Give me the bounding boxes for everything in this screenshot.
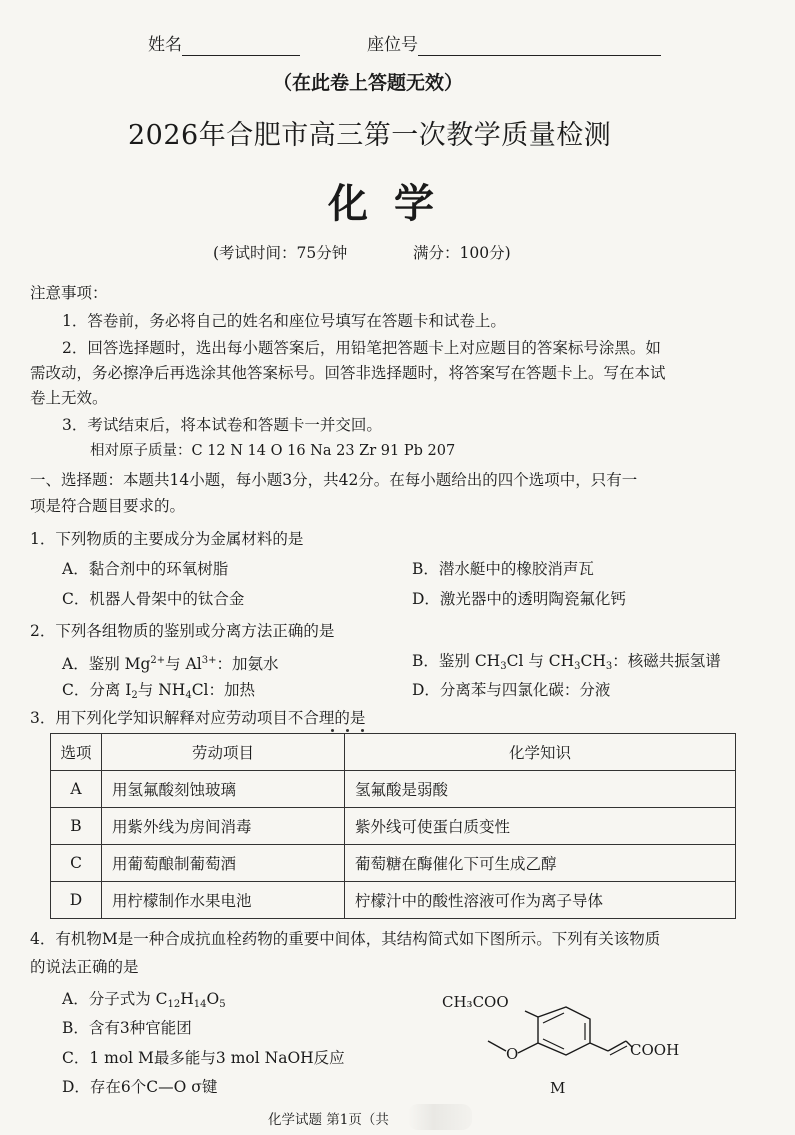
row-option: D (51, 882, 102, 919)
emphasis-dot (346, 729, 349, 732)
row-knowledge: 柠檬汁中的酸性溶液可作为离子导体 (345, 882, 736, 919)
row-knowledge: 紫外线可使蛋白质变性 (345, 808, 736, 845)
scan-smudge (408, 1104, 472, 1130)
table-row (51, 882, 736, 919)
carboxyl-label: COOH (630, 1041, 680, 1059)
q4-stem-line-2: 的说法正确的是 (30, 958, 139, 976)
bond (525, 1011, 538, 1017)
header-option: 选项 (51, 734, 102, 771)
row-option: C (51, 845, 102, 882)
page-footer: 化学试题 第1页（共 (268, 1112, 389, 1128)
invalid-note: （在此卷上答题无效） (273, 72, 464, 94)
bond (518, 1043, 538, 1053)
row-option: B (51, 808, 102, 845)
ring-double-bond (543, 1039, 564, 1049)
structure-label: M (550, 1079, 566, 1097)
notice-item-2-line-1: 2．回答选择题时，选出每小题答案后，用铅笔把答题卡上对应题目的答案标号涂黑。如 (62, 339, 661, 357)
benzene-ring (538, 1007, 590, 1055)
table-header-row (51, 734, 736, 771)
name-blank (182, 39, 300, 56)
table-row (51, 771, 736, 808)
seat-field (367, 34, 661, 56)
header-labor: 劳动项目 (102, 734, 345, 771)
row-labor: 用氢氟酸刻蚀玻璃 (102, 771, 345, 808)
table-row (51, 808, 736, 845)
q4-option-a: A．分子式为 $C_{12}H_{14}O_5$ (62, 990, 226, 1010)
section-1-line-2: 项是符合题目要求的。 (30, 497, 186, 515)
full-score: 满分：100分) (413, 244, 511, 262)
name-field (148, 34, 300, 56)
q1-option-a: A．黏合剂中的环氧树脂 (62, 560, 229, 578)
structure-m-diagram (430, 985, 690, 1100)
row-option: A (51, 771, 102, 808)
q2-option-d: D．分离苯与四氯化碳：分液 (412, 681, 611, 699)
row-labor: 用柠檬制作水果电池 (102, 882, 345, 919)
acetoxy-group-label: CH₃COO (442, 993, 509, 1011)
q3-table (50, 733, 736, 919)
alkene-double-bond (610, 1046, 627, 1055)
header-knowledge: 化学知识 (345, 734, 736, 771)
row-knowledge: 氢氟酸是弱酸 (345, 771, 736, 808)
bond (608, 1041, 626, 1051)
row-labor: 用葡萄酿制葡萄酒 (102, 845, 345, 882)
notice-item-3: 3．考试结束后，将本试卷和答题卡一并交回。 (62, 416, 382, 434)
row-knowledge: 葡萄糖在酶催化下可生成乙醇 (345, 845, 736, 882)
q4-option-d: D．存在6个C—O σ键 (62, 1078, 218, 1096)
notice-title: 注意事项： (30, 284, 108, 302)
methoxy-o: O (506, 1045, 519, 1063)
exam-time: (考试时间：75分钟 (213, 244, 348, 262)
seat-blank (418, 39, 661, 56)
seat-label: 座位号 (367, 35, 418, 55)
notice-item-1: 1．答卷前，务必将自己的姓名和座位号填写在答题卡和试卷上。 (62, 312, 506, 330)
q3-stem: 3．用下列化学知识解释对应劳动项目不合理的是 (30, 709, 366, 727)
q4-option-c: C．1 mol M最多能与3 mol NaOH反应 (62, 1049, 345, 1067)
q1-stem: 1．下列物质的主要成分为金属材料的是 (30, 530, 304, 548)
subject-title: 化学 (328, 180, 460, 227)
q2-option-b: B．鉴别 $CH_3Cl$ 与 $CH_3CH_3$：核磁共振氢谱 (412, 652, 721, 672)
emphasis-dot (361, 729, 364, 732)
notice-item-2-line-2: 需改动，务必擦净后再选涂其他答案标号。回答非选择题时，将答案写在答题卡上。写在本试 (30, 364, 666, 382)
q1-option-b: B．潜水艇中的橡胶消声瓦 (412, 560, 594, 578)
methyl-bond (488, 1041, 506, 1051)
notice-item-2-line-3: 卷上无效。 (30, 389, 108, 407)
q2-option-a: A．鉴别 $Mg^{2+}$与 $Al^{3+}$：加氨水 (62, 655, 279, 673)
q4-stem-line-1: 4．有机物M是一种合成抗血栓药物的重要中间体，其结构简式如下图所示。下列有关该物质 (30, 930, 661, 948)
q2-stem: 2．下列各组物质的鉴别或分离方法正确的是 (30, 622, 335, 640)
section-1-line-1: 一、选择题：本题共14小题，每小题3分，共42分。在每小题给出的四个选项中，只有一 (30, 471, 638, 489)
row-labor: 用紫外线为房间消毒 (102, 808, 345, 845)
emphasis-dot (331, 729, 334, 732)
q4-option-b: B．含有3种官能团 (62, 1019, 192, 1037)
table-row (51, 845, 736, 882)
q1-option-c: C．机器人骨架中的钛合金 (62, 590, 245, 608)
atomic-mass: 相对原子质量：C 12 N 14 O 16 Na 23 Zr 91 Pb 207 (90, 443, 456, 459)
name-label: 姓名 (148, 35, 182, 55)
q2-option-c: C．分离 $I_2$与 $NH_4Cl$：加热 (62, 681, 256, 701)
q1-option-d: D．激光器中的透明陶瓷氟化钙 (412, 590, 626, 608)
exam-title: 2026年合肥市高三第一次教学质量检测 (128, 120, 612, 151)
bond (590, 1043, 608, 1051)
